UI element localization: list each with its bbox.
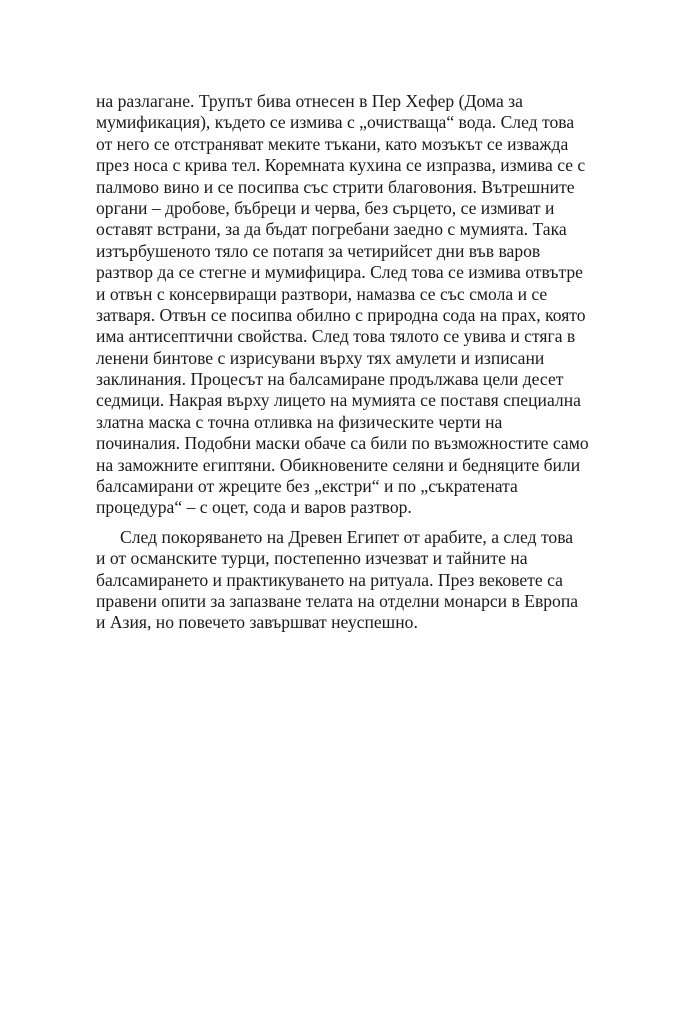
text-line: и от османските турци, постепенно изчезват и тайните на	[96, 548, 528, 569]
paragraph-1	[96, 91, 656, 519]
text-line: разтвор да се стегне и мумифицира. След това се измива отвътре	[96, 262, 583, 283]
paragraph-spacer	[96, 519, 656, 527]
text-line: правени опити за запазване телата на отделни монарси в Европа	[96, 590, 579, 611]
text-line: и отвън с консервиращи разтвори, намазва се със смола и се	[96, 283, 548, 304]
text-line: заклинания. Процесът на балсамиране продължава цели десет	[96, 369, 564, 390]
text-line: мумификация), където се измива с „очистваща“ вода. След това	[96, 112, 575, 133]
text-line: затваря. Отвън се посипва обилно с природна сода на прах, която	[96, 304, 586, 325]
text-line: След покоряването на Древен Египет от арабите, а след това	[120, 526, 574, 547]
text-line: балсамирането и практикуването на ритуала. През вековете са	[96, 569, 563, 590]
text-line: седмици. Накрая върху лицето на мумията се поставя специална	[96, 390, 581, 411]
text-line: златна маска с точна отливка на физическите черти на	[96, 411, 503, 432]
text-line: палмово вино и се посипва със стрити благовония. Вътрешните	[96, 176, 575, 197]
text-line: оставят встрани, за да бъдат погребани заедно с мумията. Така	[96, 219, 567, 240]
text-line: на разлагане. Трупът бива отнесен в Пер Хефер (Дома за	[96, 91, 523, 111]
text-line: през носа с крива тел. Коремната кухина се изпразва, измива се с	[96, 155, 586, 176]
body-text	[96, 91, 656, 634]
text-line: ленени бинтове с изрисувани върху тях амулети и изписани	[96, 347, 545, 368]
text-line: процедура“ – с оцет, сода и варов разтвор.	[96, 497, 412, 518]
text-line: има антисептични свойства. След това тялото се увива и стяга в	[96, 326, 576, 347]
paragraph-2	[96, 527, 656, 634]
text-line: изтърбушеното тяло се потапя за четирийсет дни във варов	[96, 240, 541, 261]
text-line: балсамирани от жреците без „екстри“ и по „съкратената	[96, 476, 518, 497]
text-line: от него се отстраняват меките тъкани, като мозъкът се изважда	[96, 133, 569, 154]
text-line: починалия. Подобни маски обаче са били по възможностите само	[96, 433, 589, 454]
text-line: и Азия, но повечето завършват неуспешно.	[96, 612, 418, 633]
text-line: органи – дробове, бъбреци и черва, без сърцето, се измиват и	[96, 197, 555, 218]
text-line: на заможните египтяни. Обикновените селяни и бедняците били	[96, 454, 581, 475]
